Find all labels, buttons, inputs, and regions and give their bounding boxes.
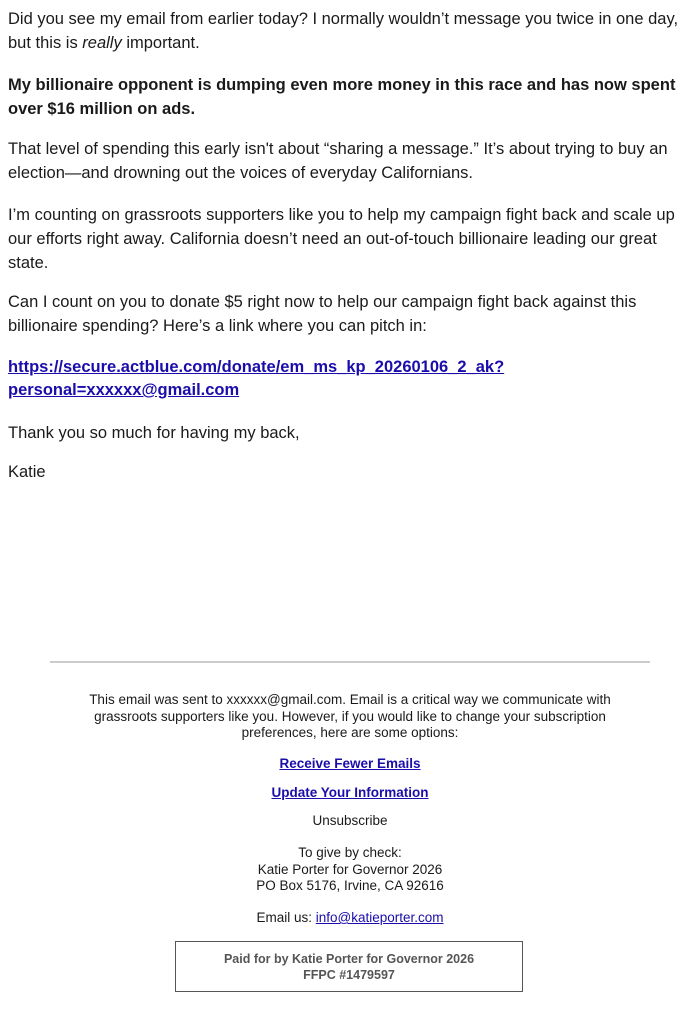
paragraph-grassroots: I’m counting on grassroots supporters like you to help my campaign fight back and scale up our efforts right away. California doesn’t need an out-of-touch billionaire leading our great state.	[8, 206, 675, 272]
check-address: PO Box 5176, Irvine, CA 92616	[256, 878, 444, 893]
footer-notice	[0, 692, 700, 742]
check-org: Katie Porter for Governor 2026	[257, 861, 443, 877]
unsubscribe-row	[0, 813, 700, 830]
update-information-link[interactable]: Update Your Information	[271, 785, 429, 800]
paragraph-ask: Can I count on you to donate $5 right now to help our campaign fight back against this billionaire spending? Here’s a link where you can pitch in:	[8, 293, 637, 335]
receive-fewer-emails-link[interactable]: Receive Fewer Emails	[279, 756, 421, 771]
donate-link-line1: https://secure.actblue.com/donate/em_ms_kp_20260106_2_ak?	[8, 358, 505, 376]
paid-for-text: Paid for by Katie Porter for Governor 2026	[223, 952, 475, 966]
donate-link-line2: personal=xxxxxx@gmail.com	[8, 381, 240, 399]
check-label: To give by check:	[298, 845, 402, 860]
paragraph-headline: My billionaire opponent is dumping even more money in this race and has now spent over $16 million on ads.	[8, 76, 676, 118]
email-us-row	[0, 910, 700, 927]
paragraph-thanks: Thank you so much for having my back,	[8, 424, 300, 442]
donate-link[interactable]	[8, 358, 504, 399]
give-by-check-block	[0, 845, 700, 895]
email-us-label: Email us:	[256, 910, 316, 925]
footer-divider	[50, 661, 650, 663]
paid-for-disclaimer	[175, 941, 523, 992]
paragraph-intro-text: Did you see my email from earlier today? I normally wouldn’t message you twice in one day, but this is	[8, 10, 679, 52]
footer-notice-line1: This email was sent to xxxxxx@gmail.com. Email is a critical way we communicate with	[89, 692, 611, 707]
unsubscribe-link[interactable]: Unsubscribe	[312, 813, 388, 828]
ffpc-number: FFPC #1479597	[303, 967, 395, 982]
emphasis-really: really	[82, 34, 122, 52]
email-us-link[interactable]: info@katieporter.com	[315, 910, 444, 925]
paragraph-intro	[8, 7, 692, 55]
paragraph-spending: That level of spending this early isn't about “sharing a message.” It’s about trying to buy an election—and drowning out the voices of everyday Californians.	[8, 140, 668, 182]
footer-notice-line3: preferences, here are some options:	[241, 725, 459, 740]
signature: Katie	[8, 463, 46, 481]
donate-link-paragraph	[8, 356, 692, 402]
receive-fewer-emails-row	[0, 756, 700, 773]
paragraph-intro-end: important.	[121, 34, 200, 52]
footer-notice-line2: grassroots supporters like you. However, if you would like to change your subscription	[94, 708, 606, 724]
update-information-row	[0, 785, 700, 802]
